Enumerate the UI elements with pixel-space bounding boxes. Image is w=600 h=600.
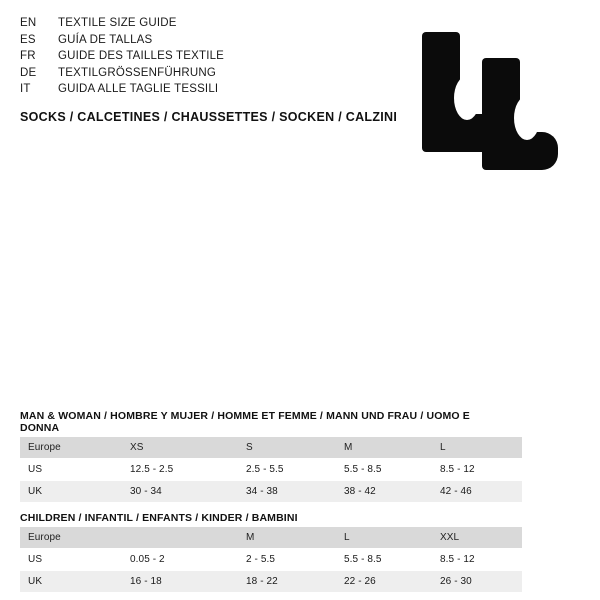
table-header-cell: M xyxy=(238,527,336,549)
man-woman-title: MAN & WOMAN / HOMBRE Y MUJER / HOMME ET FEMME / MANN UND FRAU / UOMO E DONNA xyxy=(20,410,470,434)
language-row xyxy=(20,84,380,96)
table-cell: 0.05 - 2 xyxy=(122,549,238,571)
table-cell: 5.5 - 8.5 xyxy=(336,549,432,571)
language-text: GUÍA DE TALLAS xyxy=(58,33,153,46)
table-cell: 22 - 26 xyxy=(336,571,432,593)
language-row xyxy=(20,35,380,47)
language-code: ES xyxy=(20,33,36,46)
table-header-cell: XS xyxy=(122,437,238,459)
table-cell: 34 - 38 xyxy=(238,481,336,503)
language-text: TEXTILE SIZE GUIDE xyxy=(58,17,177,29)
table-header-row xyxy=(20,437,522,459)
sock-front-toe xyxy=(536,132,558,170)
children-section xyxy=(20,512,482,593)
table-cell: 38 - 42 xyxy=(336,481,432,503)
table-row xyxy=(20,481,522,503)
language-code: EN xyxy=(20,17,37,29)
language-text: GUIDE DES TAILLES TEXTILE xyxy=(58,50,225,62)
table-cell: 8.5 - 12 xyxy=(432,549,522,571)
table-cell: 30 - 34 xyxy=(122,481,238,503)
table-cell: US xyxy=(20,549,122,571)
table-cell: UK xyxy=(20,571,122,593)
table-header-cell: L xyxy=(336,527,432,549)
language-code: FR xyxy=(20,50,36,62)
table-cell: 8.5 - 12 xyxy=(432,459,522,481)
table-cell: 18 - 22 xyxy=(238,571,336,593)
sock-back-heel-notch xyxy=(454,76,480,120)
language-list xyxy=(20,18,380,101)
language-row xyxy=(20,18,380,30)
table-cell: 12.5 - 2.5 xyxy=(122,459,238,481)
language-text: TEXTILGRÖSSENFÜHRUNG xyxy=(58,66,216,79)
table-row xyxy=(20,549,522,571)
table-cell: UK xyxy=(20,481,122,503)
sock-front-heel-notch xyxy=(514,96,540,140)
table-row xyxy=(20,571,522,593)
language-text: GUIDA ALLE TAGLIE TESSILI xyxy=(58,83,219,95)
table-cell: 16 - 18 xyxy=(122,571,238,593)
product-category-title: SOCKS / CALCETINES / CHAUSSETTES / SOCKEN / CALZINI xyxy=(20,110,398,124)
man-woman-size-table xyxy=(20,437,522,503)
table-header-cell: L xyxy=(432,437,522,459)
language-row xyxy=(20,68,380,80)
table-header-cell: Europe xyxy=(20,437,122,459)
table-header-cell: S xyxy=(238,437,336,459)
table-cell: 5.5 - 8.5 xyxy=(336,459,432,481)
table-header-cell: Europe xyxy=(20,527,122,549)
table-cell: 26 - 30 xyxy=(432,571,522,593)
language-code: DE xyxy=(20,66,37,79)
table-row xyxy=(20,459,522,481)
table-cell: US xyxy=(20,459,122,481)
man-woman-section xyxy=(20,410,482,503)
language-row xyxy=(20,51,380,63)
language-code: IT xyxy=(20,83,31,95)
table-cell: 42 - 46 xyxy=(432,481,522,503)
children-title: CHILDREN / INFANTIL / ENFANTS / KINDER / BAMBINI xyxy=(20,512,298,524)
table-header-cell xyxy=(122,527,238,549)
table-header-row xyxy=(20,527,522,549)
children-size-table xyxy=(20,527,522,593)
table-cell: 2.5 - 5.5 xyxy=(238,459,336,481)
table-cell: 2 - 5.5 xyxy=(238,549,336,571)
table-header-cell: M xyxy=(336,437,432,459)
table-header-cell: XXL xyxy=(432,527,522,549)
socks-icon xyxy=(410,14,580,174)
